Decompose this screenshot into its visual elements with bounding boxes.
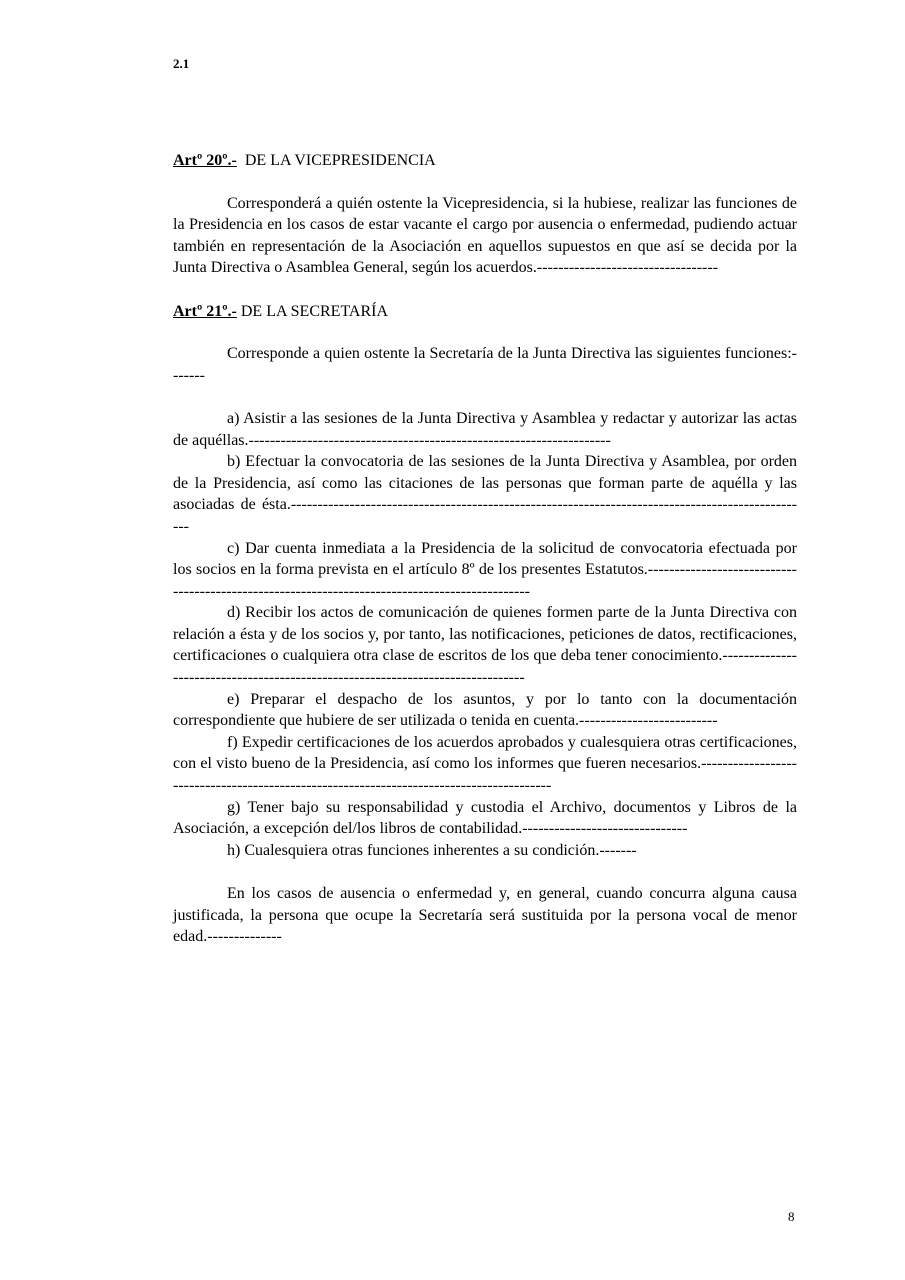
function-item-h: h) Cualesquiera otras funciones inherentes a su condición.------- <box>227 841 637 859</box>
article-21-number: Artº 21º.- <box>173 302 237 320</box>
article-21-title: DE LA SECRETARÍA <box>240 302 389 320</box>
function-item-a: a) Asistir a las sesiones de la Junta Directiva y Asamblea y redactar y autorizar las actas de aquéllas.-------------------------------------------------------------------- <box>173 409 797 449</box>
article-20-number: Artº 20º.- <box>173 152 237 169</box>
article-21-intro: Corresponde a quien ostente la Secretaría de la Junta Directiva las siguientes funciones:------- <box>173 345 797 384</box>
article-21-closing: En los casos de ausencia o enfermedad y, en general, cuando concurra alguna causa justificada, la persona que ocupe la Secretaría será sustituida por la persona vocal de menor edad.-------------- <box>173 885 797 946</box>
document-body <box>173 150 797 948</box>
function-item-g: g) Tener bajo su responsabilidad y custodia el Archivo, documentos y Libros de la Asociación, a excepción del/los libros de contabilidad.------------------------------- <box>173 798 797 838</box>
function-item-c: c) Dar cuenta inmediata a la Presidencia de la solicitud de convocatoria efectuada por los socios en la forma prevista en el artículo 8º de los presentes Estatutos.----------------------------------------------------------------------------------------------- <box>173 539 797 600</box>
article-21-heading <box>173 301 797 323</box>
article-20-title: DE LA VICEPRESIDENCIA <box>244 152 436 169</box>
section-number: 2.1 <box>173 56 190 71</box>
article-20-heading <box>173 150 797 172</box>
function-item-f: f) Expedir certificaciones de los acuerdos aprobados y cualesquiera otras certificaciones, con el visto bueno de la Presidencia, así como los informes que fueren necesarios.----------------------------------------------------------------------------------------- <box>173 733 797 795</box>
function-item-b: b) Efectuar la convocatoria de las sesiones de la Junta Directiva y Asamblea, por orden de la Presidencia, así como las citaciones de las personas que forman parte de aquélla y las asociadas de ésta.-------------------------------------------------------------------------------------------------- <box>173 453 797 535</box>
function-item-d: d) Recibir los actos de comunicación de quienes formen parte de la Junta Directiva con relación a ésta y de los socios y, por tanto, las notificaciones, peticiones de datos, rectificaciones, certificaciones o cualquiera otra clase de escritos de los que deba tener conocimiento.-------------------------------------------------------------------------------- <box>173 604 797 687</box>
function-item-e: e) Preparar el despacho de los asuntos, y por lo tanto con la documentación correspondiente que hubiere de ser utilizada o tenida en cuenta.-------------------------- <box>173 690 797 730</box>
article-20-body: Corresponderá a quién ostente la Vicepresidencia, si la hubiese, realizar las funciones de la Presidencia en los casos de estar vacante el cargo por ausencia o enfermedad, pudiendo actuar también en representación de la Asociación en aquellos supuestos en que así se decida por la Junta Directiva o Asamblea General, según los acuerdos.---------------------------------- <box>173 194 797 277</box>
page-number: 8 <box>788 1209 795 1224</box>
